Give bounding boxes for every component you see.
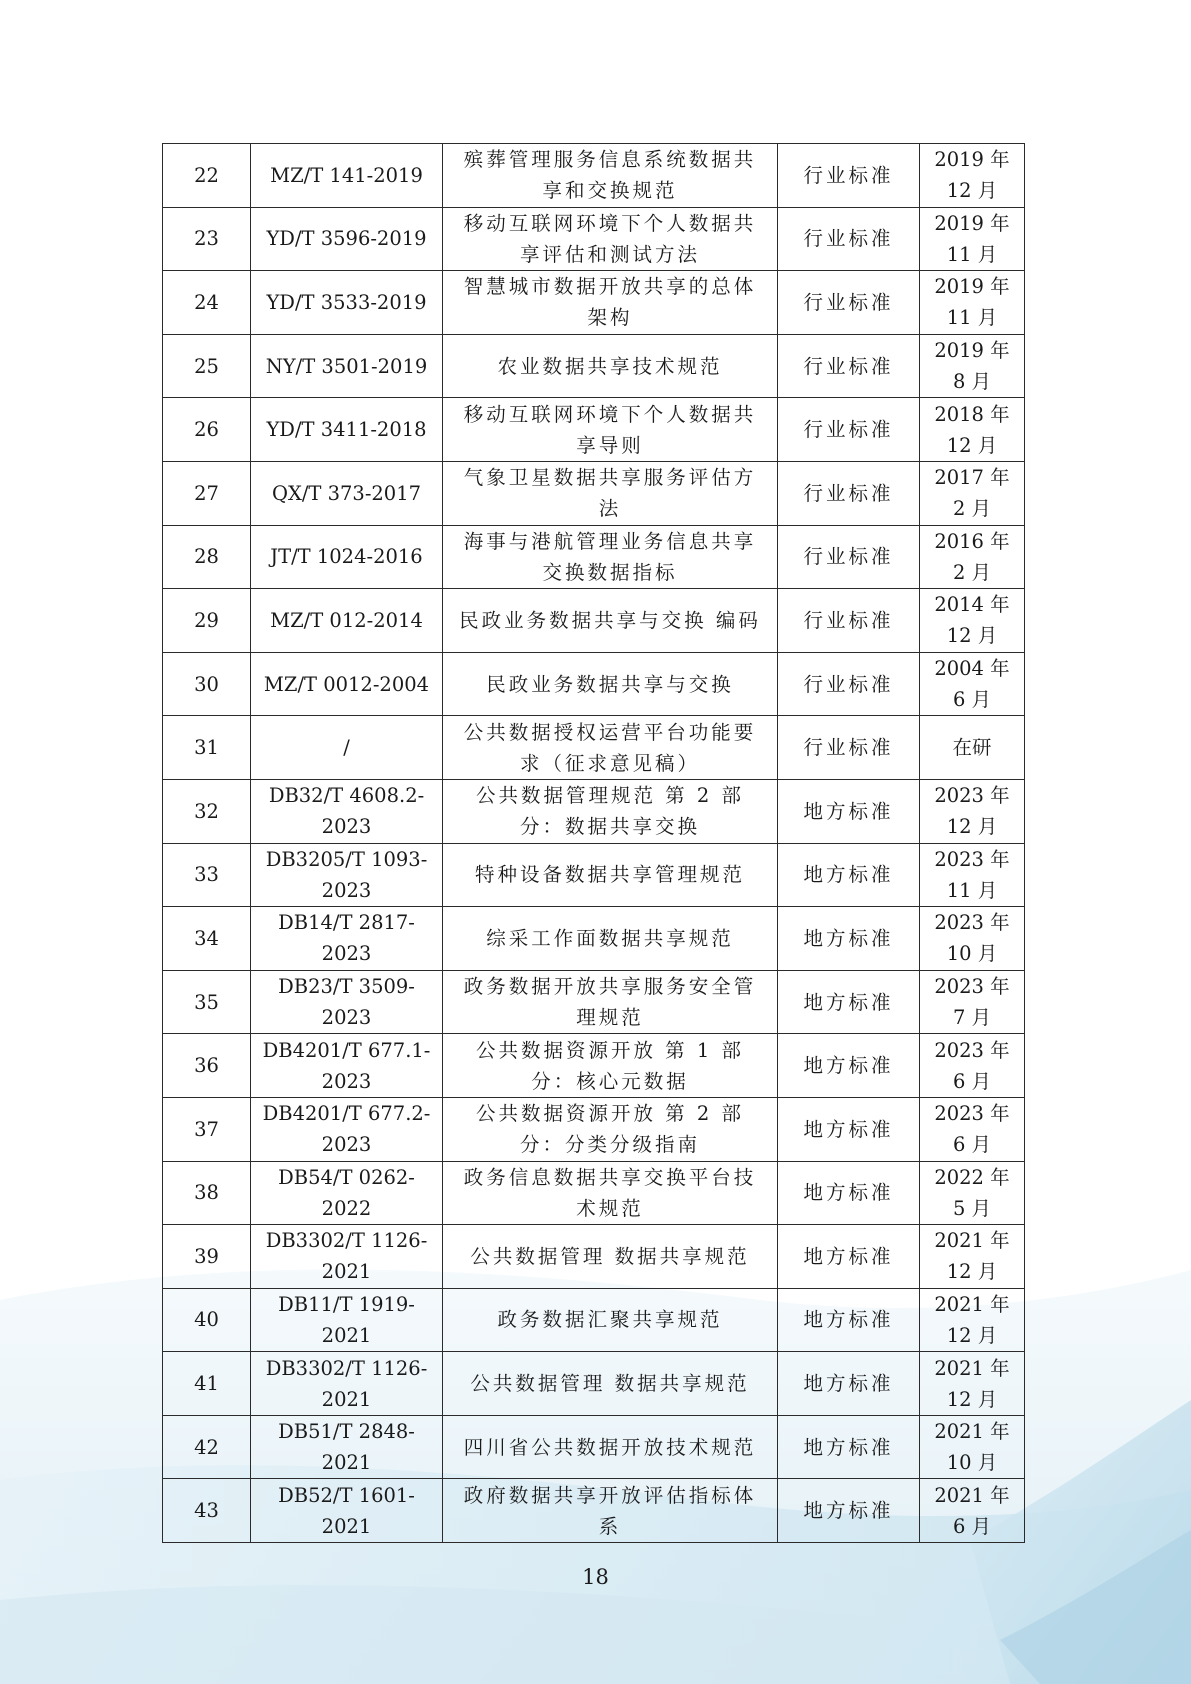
standard-type-cell: 地方标准 bbox=[778, 1161, 920, 1225]
standard-name-cell: 政府数据共享开放评估指标体系 bbox=[443, 1479, 778, 1543]
standard-type-cell: 地方标准 bbox=[778, 843, 920, 907]
release-date-cell: 2021 年 6 月 bbox=[920, 1479, 1025, 1543]
table-row bbox=[163, 1479, 1025, 1543]
standard-type-cell: 行业标准 bbox=[778, 398, 920, 462]
table-row bbox=[163, 1097, 1025, 1161]
release-date-cell: 2019 年 8 月 bbox=[920, 334, 1025, 398]
standard-type-cell: 行业标准 bbox=[778, 525, 920, 589]
standard-name-cell: 气象卫星数据共享服务评估方法 bbox=[443, 461, 778, 525]
standard-code-cell: DB52/T 1601-2021 bbox=[251, 1479, 443, 1543]
release-date-cell: 2023 年 6 月 bbox=[920, 1097, 1025, 1161]
table-row bbox=[163, 589, 1025, 653]
standard-name-cell: 农业数据共享技术规范 bbox=[443, 334, 778, 398]
row-number-cell: 39 bbox=[163, 1225, 251, 1289]
standard-code-cell: YD/T 3596-2019 bbox=[251, 207, 443, 271]
standard-name-cell: 移动互联网环境下个人数据共享导则 bbox=[443, 398, 778, 462]
row-number-cell: 28 bbox=[163, 525, 251, 589]
standard-name-cell: 公共数据管理 数据共享规范 bbox=[443, 1352, 778, 1416]
standard-code-cell: DB3205/T 1093-2023 bbox=[251, 843, 443, 907]
standard-code-cell: YD/T 3533-2019 bbox=[251, 271, 443, 335]
table-row bbox=[163, 1034, 1025, 1098]
table-row bbox=[163, 907, 1025, 971]
standard-name-cell: 政务信息数据共享交换平台技术规范 bbox=[443, 1161, 778, 1225]
row-number-cell: 25 bbox=[163, 334, 251, 398]
table-row bbox=[163, 1161, 1025, 1225]
standard-name-cell: 公共数据管理 数据共享规范 bbox=[443, 1225, 778, 1289]
table-row bbox=[163, 970, 1025, 1034]
row-number-cell: 41 bbox=[163, 1352, 251, 1416]
standard-type-cell: 行业标准 bbox=[778, 461, 920, 525]
standard-type-cell: 地方标准 bbox=[778, 907, 920, 971]
standard-code-cell: QX/T 373-2017 bbox=[251, 461, 443, 525]
row-number-cell: 35 bbox=[163, 970, 251, 1034]
release-date-cell: 2017 年 2 月 bbox=[920, 461, 1025, 525]
standard-type-cell: 行业标准 bbox=[778, 334, 920, 398]
standard-code-cell: DB32/T 4608.2-2023 bbox=[251, 779, 443, 843]
row-number-cell: 37 bbox=[163, 1097, 251, 1161]
standard-code-cell: YD/T 3411-2018 bbox=[251, 398, 443, 462]
row-number-cell: 43 bbox=[163, 1479, 251, 1543]
standard-code-cell: JT/T 1024-2016 bbox=[251, 525, 443, 589]
standard-type-cell: 行业标准 bbox=[778, 207, 920, 271]
standard-type-cell: 地方标准 bbox=[778, 1415, 920, 1479]
table-row bbox=[163, 271, 1025, 335]
standard-type-cell: 地方标准 bbox=[778, 1288, 920, 1352]
standard-name-cell: 公共数据授权运营平台功能要求（征求意见稿） bbox=[443, 716, 778, 780]
table-row bbox=[163, 398, 1025, 462]
standard-code-cell: DB3302/T 1126-2021 bbox=[251, 1225, 443, 1289]
table-row bbox=[163, 1288, 1025, 1352]
release-date-cell: 2021 年 12 月 bbox=[920, 1225, 1025, 1289]
standard-code-cell: DB23/T 3509-2023 bbox=[251, 970, 443, 1034]
standard-name-cell: 公共数据资源开放 第 2 部分：分类分级指南 bbox=[443, 1097, 778, 1161]
table-row bbox=[163, 1225, 1025, 1289]
row-number-cell: 31 bbox=[163, 716, 251, 780]
table-row bbox=[163, 1415, 1025, 1479]
standard-name-cell: 民政业务数据共享与交换 bbox=[443, 652, 778, 716]
standards-table-body bbox=[163, 144, 1025, 1543]
table-row bbox=[163, 334, 1025, 398]
standard-name-cell: 特种设备数据共享管理规范 bbox=[443, 843, 778, 907]
row-number-cell: 32 bbox=[163, 779, 251, 843]
table-row bbox=[163, 716, 1025, 780]
release-date-cell: 2019 年 12 月 bbox=[920, 144, 1025, 208]
standard-code-cell: DB51/T 2848-2021 bbox=[251, 1415, 443, 1479]
standard-code-cell: MZ/T 012-2014 bbox=[251, 589, 443, 653]
standard-type-cell: 行业标准 bbox=[778, 716, 920, 780]
row-number-cell: 36 bbox=[163, 1034, 251, 1098]
release-date-cell: 2021 年 12 月 bbox=[920, 1288, 1025, 1352]
standard-code-cell: / bbox=[251, 716, 443, 780]
standard-name-cell: 公共数据管理规范 第 2 部分：数据共享交换 bbox=[443, 779, 778, 843]
table-row bbox=[163, 779, 1025, 843]
row-number-cell: 33 bbox=[163, 843, 251, 907]
standard-name-cell: 政务数据开放共享服务安全管理规范 bbox=[443, 970, 778, 1034]
row-number-cell: 26 bbox=[163, 398, 251, 462]
standard-name-cell: 综采工作面数据共享规范 bbox=[443, 907, 778, 971]
row-number-cell: 22 bbox=[163, 144, 251, 208]
standard-type-cell: 行业标准 bbox=[778, 652, 920, 716]
standard-code-cell: NY/T 3501-2019 bbox=[251, 334, 443, 398]
release-date-cell: 在研 bbox=[920, 716, 1025, 780]
standard-code-cell: MZ/T 141-2019 bbox=[251, 144, 443, 208]
table-row bbox=[163, 652, 1025, 716]
standard-name-cell: 殡葬管理服务信息系统数据共享和交换规范 bbox=[443, 144, 778, 208]
standard-type-cell: 地方标准 bbox=[778, 970, 920, 1034]
standard-name-cell: 海事与港航管理业务信息共享交换数据指标 bbox=[443, 525, 778, 589]
row-number-cell: 30 bbox=[163, 652, 251, 716]
standard-code-cell: DB4201/T 677.2-2023 bbox=[251, 1097, 443, 1161]
release-date-cell: 2023 年 12 月 bbox=[920, 779, 1025, 843]
release-date-cell: 2019 年 11 月 bbox=[920, 207, 1025, 271]
table-row bbox=[163, 525, 1025, 589]
release-date-cell: 2021 年 10 月 bbox=[920, 1415, 1025, 1479]
release-date-cell: 2014 年 12 月 bbox=[920, 589, 1025, 653]
page-number: 18 bbox=[582, 1565, 609, 1589]
standard-name-cell: 四川省公共数据开放技术规范 bbox=[443, 1415, 778, 1479]
standard-type-cell: 行业标准 bbox=[778, 144, 920, 208]
release-date-cell: 2019 年 11 月 bbox=[920, 271, 1025, 335]
standard-type-cell: 地方标准 bbox=[778, 1479, 920, 1543]
release-date-cell: 2022 年 5 月 bbox=[920, 1161, 1025, 1225]
standard-type-cell: 行业标准 bbox=[778, 589, 920, 653]
row-number-cell: 27 bbox=[163, 461, 251, 525]
standard-code-cell: DB4201/T 677.1-2023 bbox=[251, 1034, 443, 1098]
table-row bbox=[163, 144, 1025, 208]
standard-type-cell: 地方标准 bbox=[778, 1352, 920, 1416]
standard-type-cell: 行业标准 bbox=[778, 271, 920, 335]
release-date-cell: 2016 年 2 月 bbox=[920, 525, 1025, 589]
release-date-cell: 2023 年 7 月 bbox=[920, 970, 1025, 1034]
standard-code-cell: DB54/T 0262-2022 bbox=[251, 1161, 443, 1225]
standard-code-cell: DB11/T 1919-2021 bbox=[251, 1288, 443, 1352]
row-number-cell: 40 bbox=[163, 1288, 251, 1352]
standard-name-cell: 公共数据资源开放 第 1 部分：核心元数据 bbox=[443, 1034, 778, 1098]
row-number-cell: 29 bbox=[163, 589, 251, 653]
table-row bbox=[163, 1352, 1025, 1416]
release-date-cell: 2021 年 12 月 bbox=[920, 1352, 1025, 1416]
standard-code-cell: MZ/T 0012-2004 bbox=[251, 652, 443, 716]
standard-type-cell: 地方标准 bbox=[778, 1034, 920, 1098]
release-date-cell: 2023 年 10 月 bbox=[920, 907, 1025, 971]
release-date-cell: 2004 年 6 月 bbox=[920, 652, 1025, 716]
standard-name-cell: 政务数据汇聚共享规范 bbox=[443, 1288, 778, 1352]
standard-name-cell: 智慧城市数据开放共享的总体架构 bbox=[443, 271, 778, 335]
standard-type-cell: 地方标准 bbox=[778, 1225, 920, 1289]
standard-code-cell: DB14/T 2817-2023 bbox=[251, 907, 443, 971]
standard-name-cell: 民政业务数据共享与交换 编码 bbox=[443, 589, 778, 653]
table-row bbox=[163, 843, 1025, 907]
row-number-cell: 42 bbox=[163, 1415, 251, 1479]
standard-type-cell: 地方标准 bbox=[778, 779, 920, 843]
row-number-cell: 38 bbox=[163, 1161, 251, 1225]
row-number-cell: 24 bbox=[163, 271, 251, 335]
table-row bbox=[163, 207, 1025, 271]
release-date-cell: 2023 年 11 月 bbox=[920, 843, 1025, 907]
standard-code-cell: DB3302/T 1126-2021 bbox=[251, 1352, 443, 1416]
row-number-cell: 34 bbox=[163, 907, 251, 971]
standard-type-cell: 地方标准 bbox=[778, 1097, 920, 1161]
release-date-cell: 2018 年 12 月 bbox=[920, 398, 1025, 462]
standard-name-cell: 移动互联网环境下个人数据共享评估和测试方法 bbox=[443, 207, 778, 271]
row-number-cell: 23 bbox=[163, 207, 251, 271]
standards-table bbox=[162, 143, 1025, 1543]
table-row bbox=[163, 461, 1025, 525]
release-date-cell: 2023 年 6 月 bbox=[920, 1034, 1025, 1098]
